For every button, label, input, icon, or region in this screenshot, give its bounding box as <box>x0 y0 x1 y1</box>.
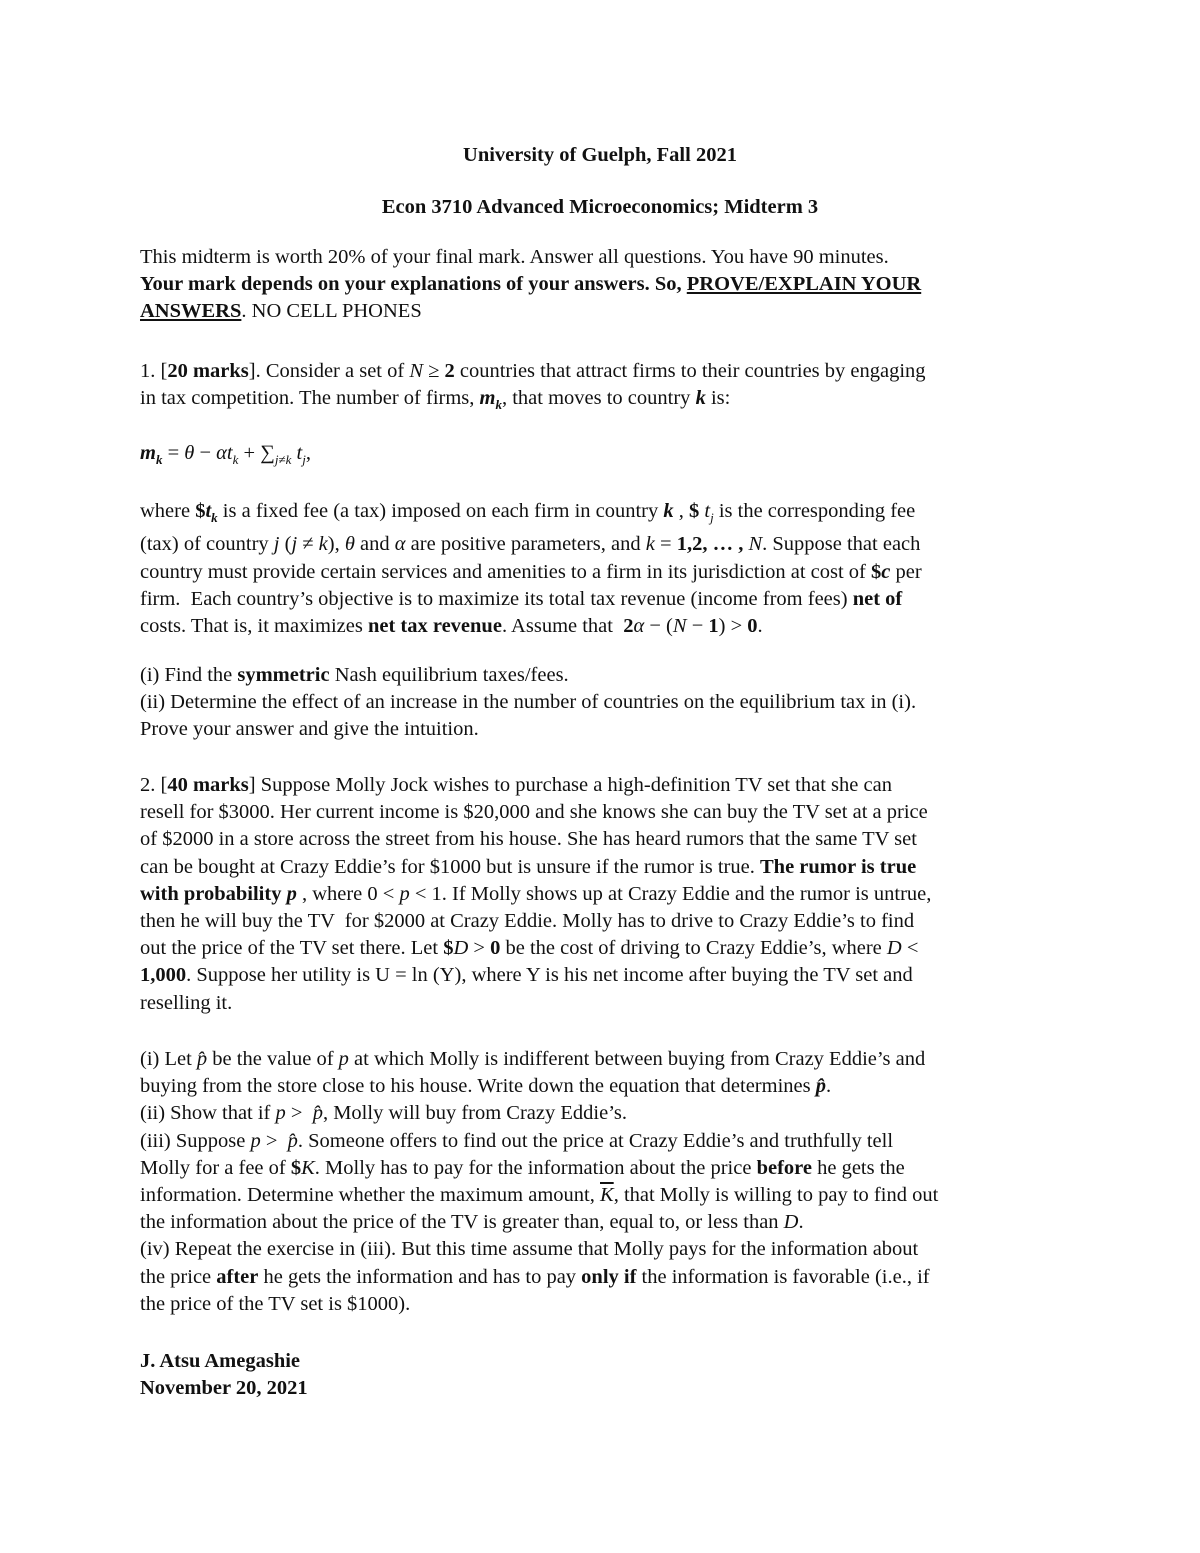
q1-marks: 20 marks <box>167 360 249 382</box>
q1-definitions: where $\$t_k$ is a fixed fee (a tax) imposed on each firm in country k , $ $t_j$ is the corresponding fee (tax) of country j (j ≠ k), θ and α are positive parameters, and k = 1,2, … , N. Suppose that each country must provide certain services and amenities to a firm in its jurisdiction at cost of $c per firm. Each country’s objective is to maximize its total tax revenue (income from fees) net of costs. That is, it maximizes net tax revenue. Assume that 2α − (N − 1) > 0. <box>140 500 922 637</box>
q1-part-ii-cont: Prove your answer and give the intuition. <box>140 718 479 741</box>
instructions-bold: Your mark depends on your explanations of your answers. So, <box>140 273 682 296</box>
instructions <box>140 244 1062 326</box>
signature-block <box>140 1348 1062 1402</box>
q1-body-1: countries that attract firms to their countries by engaging <box>459 360 926 382</box>
question-1: 1. [20 marks]. Consider a set of N ≥ 2 countries that attract firms to their countries by engaging in tax competition. The number of firms, $m_k$, that moves to country k is: <box>140 360 926 413</box>
q2-part-ii: (ii) Show that if <box>140 1102 271 1125</box>
q1-parts: (i) Find the symmetric Nash equilibrium taxes/fees. (ii) Determine the effect of an increase in the number of countries on the equilibrium tax in (i). Prove your answer and give the intuition. <box>140 662 1062 744</box>
q2-part-iv: (iv) Repeat the exercise in (iii). But this time assume that Molly pays for the information about <box>140 1238 919 1261</box>
question-2: 2. [40 marks] Suppose Molly Jock wishes to purchase a high-definition TV set that she can resell for $3000. Her current income is $20,000 and she knows she can buy the TV set at a price of $2000 in a store across the street from his house. She has heard rumors that the same TV set can be bought at Crazy Eddie’s for $1000 but is unsure if the rumor is true. The rumor is true with probability p , where 0 < p < 1. If Molly shows up at Crazy Eddie and the rumor is untrue, then he will buy the TV for $2000 at Crazy Eddie. Molly has to drive to Crazy Eddie’s to find out the price of the TV set there. Let $D > 0 be the cost of driving to Crazy Eddie’s, where D < 1,000. Suppose her utility is U = ln (Y), where Y is his net income after buying the TV set and reselling it. <box>140 772 1062 1017</box>
q2-marks: 40 marks <box>167 774 249 796</box>
instructions-prove: PROVE/EXPLAIN YOUR <box>686 273 922 296</box>
course-title: Econ 3710 Advanced Microeconomics; Midterm 3 <box>381 196 819 218</box>
instructions-tail: . NO CELL PHONES <box>241 300 422 323</box>
q2-line: of $2000 in a store across the street from his house. She has heard rumors that the same TV set <box>140 828 917 851</box>
q2-line: resell for $3000. Her current income is $20,000 and she knows she can buy the TV set at a price <box>140 801 928 824</box>
q1-equation: $m_k = \theta - \alpha t_k + \sum_{j\ne k}$ $t_j$, <box>140 442 311 468</box>
instructions-line: This midterm is worth 20% of your final mark. Answer all questions. You have 90 minutes. <box>140 246 889 268</box>
q2-line: can be bought at Crazy Eddie’s for $1000 but is unsure if the rumor is true. <box>140 855 755 878</box>
q1-part-ii: (ii) Determine the effect of an increase in the number of countries on the equilibrium tax in (i). <box>140 691 917 714</box>
exam-date: November 20, 2021 <box>140 1377 308 1400</box>
q2-parts: (i) Let p̂ be the value of p at which Molly is indifferent between buying from Crazy Eddie’s and buying from the store close to his house. Write down the equation that determines p̂. (ii) Show that if p > p̂, Molly will buy from Crazy Eddie’s. (iii) Suppose p > p̂. Someone offers to find out the price at Crazy Eddie’s and truthfully tell Molly for a fee of $K. Molly has to pay for the information about the price before he gets the information. Determine whether the maximum amount, $\overline{K}$, that Molly is willing to pay to find out the information about the price of the TV is greater than, equal to, or less than D. (iv) Repeat the exercise in (iii). But this time assume that Molly pays for the information about the price after he gets the information and has to pay only if the information is favorable (i.e., if the price of the TV set is $1000). <box>140 1046 1062 1318</box>
q1-body-2: in tax competition. The number of firms, <box>140 387 475 410</box>
university-heading: University of Guelph, Fall 2021 <box>463 144 737 166</box>
author-name: J. Atsu Amegashie <box>140 1350 301 1372</box>
instructions-answers: ANSWERS <box>140 300 242 323</box>
q2-part-iv-end: the price of the TV set is $1000). <box>140 1292 411 1315</box>
